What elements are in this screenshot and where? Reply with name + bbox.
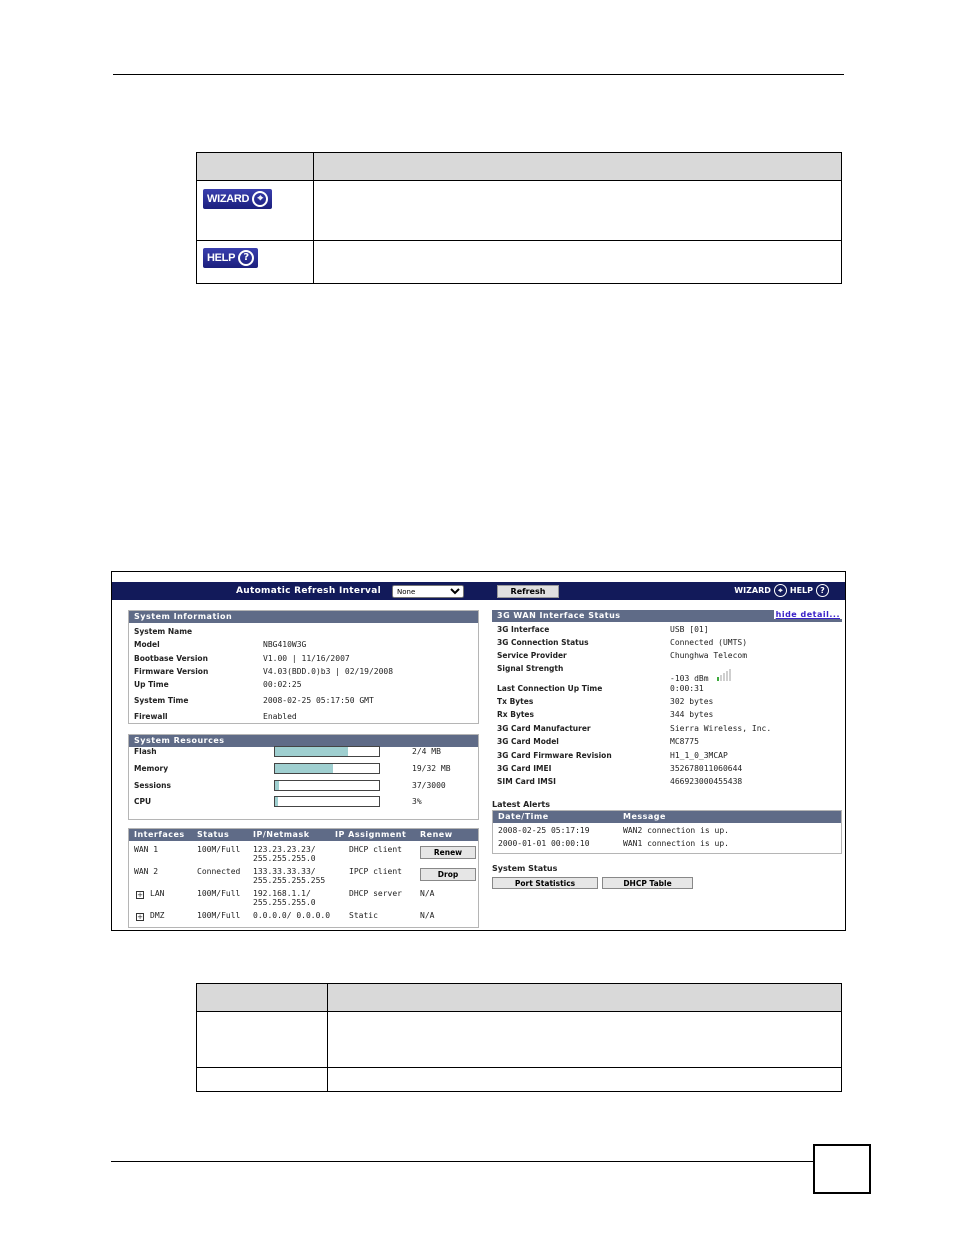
interface-assignment: DHCP server bbox=[349, 889, 402, 898]
interface-netmask: 255.255.255.0 bbox=[253, 854, 316, 863]
interface-name: WAN 2 bbox=[134, 867, 159, 876]
interface-status: 100M/Full bbox=[197, 845, 241, 854]
resource-key: Memory bbox=[134, 764, 169, 773]
wizard-icon[interactable]: ⌖ bbox=[774, 584, 787, 597]
renew-button[interactable]: Renew bbox=[420, 846, 476, 859]
resource-bar bbox=[274, 780, 380, 791]
port-statistics-button[interactable]: Port Statistics bbox=[492, 877, 598, 889]
resource-value: 3% bbox=[412, 797, 422, 806]
wan3g-key: Signal Strength bbox=[497, 664, 564, 673]
system-info-row bbox=[129, 640, 478, 652]
panel-title: System Information bbox=[129, 611, 478, 623]
system-info-value: V1.00 | 11/16/2007 bbox=[263, 654, 350, 663]
help-cell bbox=[197, 241, 314, 284]
system-info-value: 2008-02-25 05:17:50 GMT bbox=[263, 696, 374, 705]
interface-renew: N/A bbox=[420, 911, 435, 920]
system-info-row bbox=[129, 712, 478, 724]
wizard-description bbox=[314, 181, 842, 241]
resource-bar-fill bbox=[275, 781, 279, 790]
system-info-key: Firewall bbox=[134, 712, 168, 721]
wan3g-key: 3G Connection Status bbox=[497, 638, 589, 647]
drop-button[interactable]: Drop bbox=[420, 868, 476, 881]
expand-icon[interactable]: + bbox=[137, 891, 143, 899]
wan3g-value: 352678011060644 bbox=[670, 764, 743, 773]
alert-row bbox=[493, 826, 841, 838]
resource-value: 2/4 MB bbox=[412, 747, 441, 756]
interface-row bbox=[129, 911, 478, 931]
wan3g-row bbox=[492, 710, 842, 722]
wan3g-value: Connected (UMTS) bbox=[670, 638, 748, 647]
interface-renew: N/A bbox=[420, 889, 435, 898]
wan3g-key: 3G Card Model bbox=[497, 737, 559, 746]
interface-netmask: 255.255.255.0 bbox=[253, 898, 316, 907]
icon-table-header-2 bbox=[314, 153, 842, 181]
wan3g-value: 466923000455438 bbox=[670, 777, 743, 786]
wan3g-key: 3G Card Firmware Revision bbox=[497, 751, 612, 760]
interface-ip: 0.0.0.0/ 0.0.0.0 bbox=[253, 911, 331, 920]
resource-value: 19/32 MB bbox=[412, 764, 451, 773]
system-info-key: Model bbox=[134, 640, 160, 649]
alert-datetime: 2000-01-01 00:00:10 bbox=[498, 839, 590, 848]
wan3g-row bbox=[492, 737, 842, 749]
wan3g-key: Service Provider bbox=[497, 651, 567, 660]
field-table-cell bbox=[328, 1012, 842, 1068]
resource-row bbox=[129, 797, 478, 809]
interface-assignment: DHCP client bbox=[349, 845, 402, 854]
resource-key: Flash bbox=[134, 747, 157, 756]
resource-bar-fill bbox=[275, 747, 348, 756]
wan3g-row bbox=[492, 697, 842, 709]
interface-name: DMZ bbox=[150, 911, 165, 920]
latest-alerts-title: Latest Alerts bbox=[492, 800, 551, 809]
resource-key: Sessions bbox=[134, 781, 171, 790]
wan3g-value: USB [01] bbox=[670, 625, 709, 634]
wan3g-value: 302 bytes bbox=[670, 697, 714, 706]
system-info-key: Bootbase Version bbox=[134, 654, 208, 663]
interface-ip: 133.33.33.33/ bbox=[253, 867, 316, 876]
system-info-value: 00:02:25 bbox=[263, 680, 302, 689]
interface-row bbox=[129, 867, 478, 889]
status-toolbar bbox=[112, 582, 845, 600]
dhcp-table-button[interactable]: DHCP Table bbox=[602, 877, 693, 889]
hide-detail-link[interactable]: hide detail... bbox=[775, 610, 840, 619]
interfaces-panel bbox=[128, 828, 479, 928]
wan3g-value: 344 bytes bbox=[670, 710, 714, 719]
system-resources-panel bbox=[128, 734, 479, 820]
wan3g-status-panel bbox=[492, 610, 842, 792]
alert-message: WAN1 connection is up. bbox=[623, 839, 729, 848]
interface-row bbox=[129, 889, 478, 911]
icon-table-header-1 bbox=[197, 153, 314, 181]
status-screen-figure bbox=[111, 571, 846, 931]
refresh-interval-label: Automatic Refresh Interval bbox=[236, 586, 381, 596]
wan3g-key: SIM Card IMSI bbox=[497, 777, 556, 786]
interface-name: LAN bbox=[150, 889, 165, 898]
wan3g-key: Last Connection Up Time bbox=[497, 684, 603, 693]
resource-key: CPU bbox=[134, 797, 152, 806]
system-info-key: Firmware Version bbox=[134, 667, 209, 676]
wan3g-row bbox=[492, 764, 842, 776]
wizard-link[interactable]: WIZARD bbox=[734, 586, 771, 595]
wan3g-key: 3G Card Manufacturer bbox=[497, 724, 591, 733]
wan3g-key: Tx Bytes bbox=[497, 697, 534, 706]
system-info-row bbox=[129, 627, 478, 639]
resource-bar bbox=[274, 746, 380, 757]
wan3g-row bbox=[492, 638, 842, 650]
system-info-key: Up Time bbox=[134, 680, 169, 689]
resource-row bbox=[129, 747, 478, 759]
wan3g-key: Rx Bytes bbox=[497, 710, 534, 719]
interface-status: Connected bbox=[197, 867, 241, 876]
field-table-cell bbox=[197, 1068, 328, 1092]
system-info-row bbox=[129, 654, 478, 666]
icon-table bbox=[196, 152, 842, 284]
signal-strength-icon bbox=[717, 669, 731, 681]
system-info-row bbox=[129, 667, 478, 679]
wan3g-row bbox=[492, 751, 842, 763]
wan3g-row bbox=[492, 684, 842, 696]
refresh-button[interactable]: Refresh bbox=[497, 585, 559, 598]
latest-alerts-panel bbox=[492, 810, 842, 854]
expand-icon[interactable]: + bbox=[137, 913, 143, 921]
panel-title: 3G WAN Interface Status hide detail... bbox=[492, 610, 842, 622]
help-icon: HELP ? bbox=[203, 248, 258, 268]
alert-message: WAN2 connection is up. bbox=[623, 826, 729, 835]
wizard-help-links bbox=[734, 584, 829, 597]
interface-ip: 192.168.1.1/ bbox=[253, 889, 311, 898]
panel-title: System Resources bbox=[129, 735, 478, 747]
resource-value: 37/3000 bbox=[412, 781, 446, 790]
help-link[interactable]: HELP bbox=[789, 586, 813, 595]
resource-row bbox=[129, 781, 478, 793]
help-description bbox=[314, 241, 842, 284]
system-info-row bbox=[129, 696, 478, 708]
help-icon[interactable]: ? bbox=[816, 584, 829, 597]
interface-netmask: 255.255.255.255 bbox=[253, 876, 326, 885]
alert-datetime: 2008-02-25 05:17:19 bbox=[498, 826, 590, 835]
wan3g-key: 3G Card IMEI bbox=[497, 764, 552, 773]
wan3g-value: 0:00:31 bbox=[670, 684, 704, 693]
wan3g-key: 3G Interface bbox=[497, 625, 550, 634]
interface-status: 100M/Full bbox=[197, 911, 241, 920]
field-table-header-2 bbox=[328, 984, 842, 1012]
resource-bar bbox=[274, 796, 380, 807]
wan3g-value: H1_1_0_3MCAP bbox=[670, 751, 728, 760]
page-number-box bbox=[813, 1144, 871, 1194]
resource-bar-fill bbox=[275, 797, 278, 806]
interface-row bbox=[129, 845, 478, 867]
interface-ip: 123.23.23.23/ bbox=[253, 845, 316, 854]
interface-status: 100M/Full bbox=[197, 889, 241, 898]
system-info-key: System Time bbox=[134, 696, 189, 705]
wan3g-value: -103 dBm bbox=[670, 674, 709, 683]
interface-name: WAN 1 bbox=[134, 845, 159, 854]
system-information-panel bbox=[128, 610, 479, 724]
alerts-header: Date/Time Message bbox=[493, 811, 841, 823]
wan3g-row bbox=[492, 664, 842, 683]
wan3g-value: Chunghwa Telecom bbox=[670, 651, 748, 660]
wizard-cell bbox=[197, 181, 314, 241]
refresh-interval-select[interactable] bbox=[392, 585, 464, 598]
wan3g-row bbox=[492, 651, 842, 663]
interface-assignment: Static bbox=[349, 911, 378, 920]
system-info-row bbox=[129, 680, 478, 692]
system-info-value: V4.03(BDD.0)b3 | 02/19/2008 bbox=[263, 667, 394, 676]
resource-bar bbox=[274, 763, 380, 774]
field-table bbox=[196, 983, 842, 1092]
alert-row bbox=[493, 839, 841, 851]
system-status-title: System Status bbox=[492, 864, 558, 873]
field-table-header-1 bbox=[197, 984, 328, 1012]
field-table-cell bbox=[328, 1068, 842, 1092]
footer-rule bbox=[111, 1161, 814, 1162]
resource-bar-fill bbox=[275, 764, 333, 773]
wan3g-row bbox=[492, 625, 842, 637]
wan3g-row bbox=[492, 777, 842, 789]
wan3g-value: Sierra Wireless, Inc. bbox=[670, 724, 772, 733]
header-rule bbox=[113, 74, 844, 75]
wan3g-row bbox=[492, 724, 842, 736]
wizard-icon: WIZARD ⌖ bbox=[203, 189, 272, 209]
system-info-value: Enabled bbox=[263, 712, 297, 721]
system-info-value: NBG410W3G bbox=[263, 640, 307, 649]
interface-assignment: IPCP client bbox=[349, 867, 402, 876]
interfaces-header: Interfaces Status IP/Netmask IP Assignment Renew bbox=[129, 829, 478, 841]
resource-row bbox=[129, 764, 478, 776]
field-table-cell bbox=[197, 1012, 328, 1068]
system-info-key: System Name bbox=[134, 627, 193, 636]
wan3g-value: MC8775 bbox=[670, 737, 699, 746]
